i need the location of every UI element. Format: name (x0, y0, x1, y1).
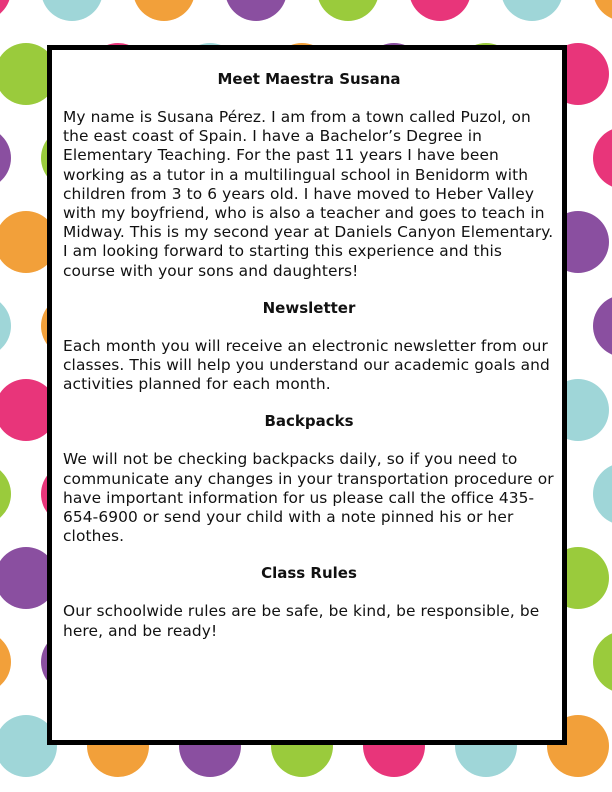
section-body-class-rules: Our schoolwide rules are be safe, be kind, be responsible, be here, and be ready! (63, 602, 540, 640)
section-title-meet: Meet Maestra Susana (217, 70, 401, 88)
polka-dot (501, 0, 563, 21)
polka-dot (225, 0, 287, 21)
document-card (47, 45, 567, 745)
polka-dot (317, 0, 379, 21)
polka-dot (409, 0, 471, 21)
polka-dot (593, 463, 612, 525)
polka-dot (0, 127, 11, 189)
polka-dot (0, 463, 11, 525)
section-body-meet: My name is Susana Pérez. I am from a town called Puzol, on the east coast of Spain. I have a Bachelor’s Degree in Elementary Teaching. For the past 11 years I have been working as a tutor in a multilingual school in Benidorm with children from 3 to 6 years old. I have moved to Heber Valley with my boyfriend, who is also a teacher and goes to teach in Midway. This is my second year at Daniels Canyon Elementary. I am looking forward to starting this experience and this course with your sons and daughters! (63, 108, 554, 280)
polka-dot (41, 0, 103, 21)
polka-dot (133, 0, 195, 21)
polka-dot (593, 127, 612, 189)
polka-dot (593, 631, 612, 693)
section-body-backpacks: We will not be checking backpacks daily, so if you need to communicate any changes in your transportation procedure or have important information for us please call the office 435-654-6900 or send your child with a note pinned his or her clothes. (63, 450, 554, 546)
section-body-newsletter: Each month you will receive an electronic newsletter from our classes. This will help you understand our academic goals and activities planned for each month. (63, 336, 550, 394)
document-content (63, 70, 555, 641)
section-title-class-rules: Class Rules (261, 564, 357, 583)
polka-dot (0, 0, 11, 21)
polka-dot (593, 0, 612, 21)
polka-dot (0, 295, 11, 357)
section-title-newsletter: Newsletter (262, 298, 356, 317)
polka-dot (593, 295, 612, 357)
section-title-backpacks: Backpacks (264, 412, 354, 431)
polka-dot (0, 631, 11, 693)
